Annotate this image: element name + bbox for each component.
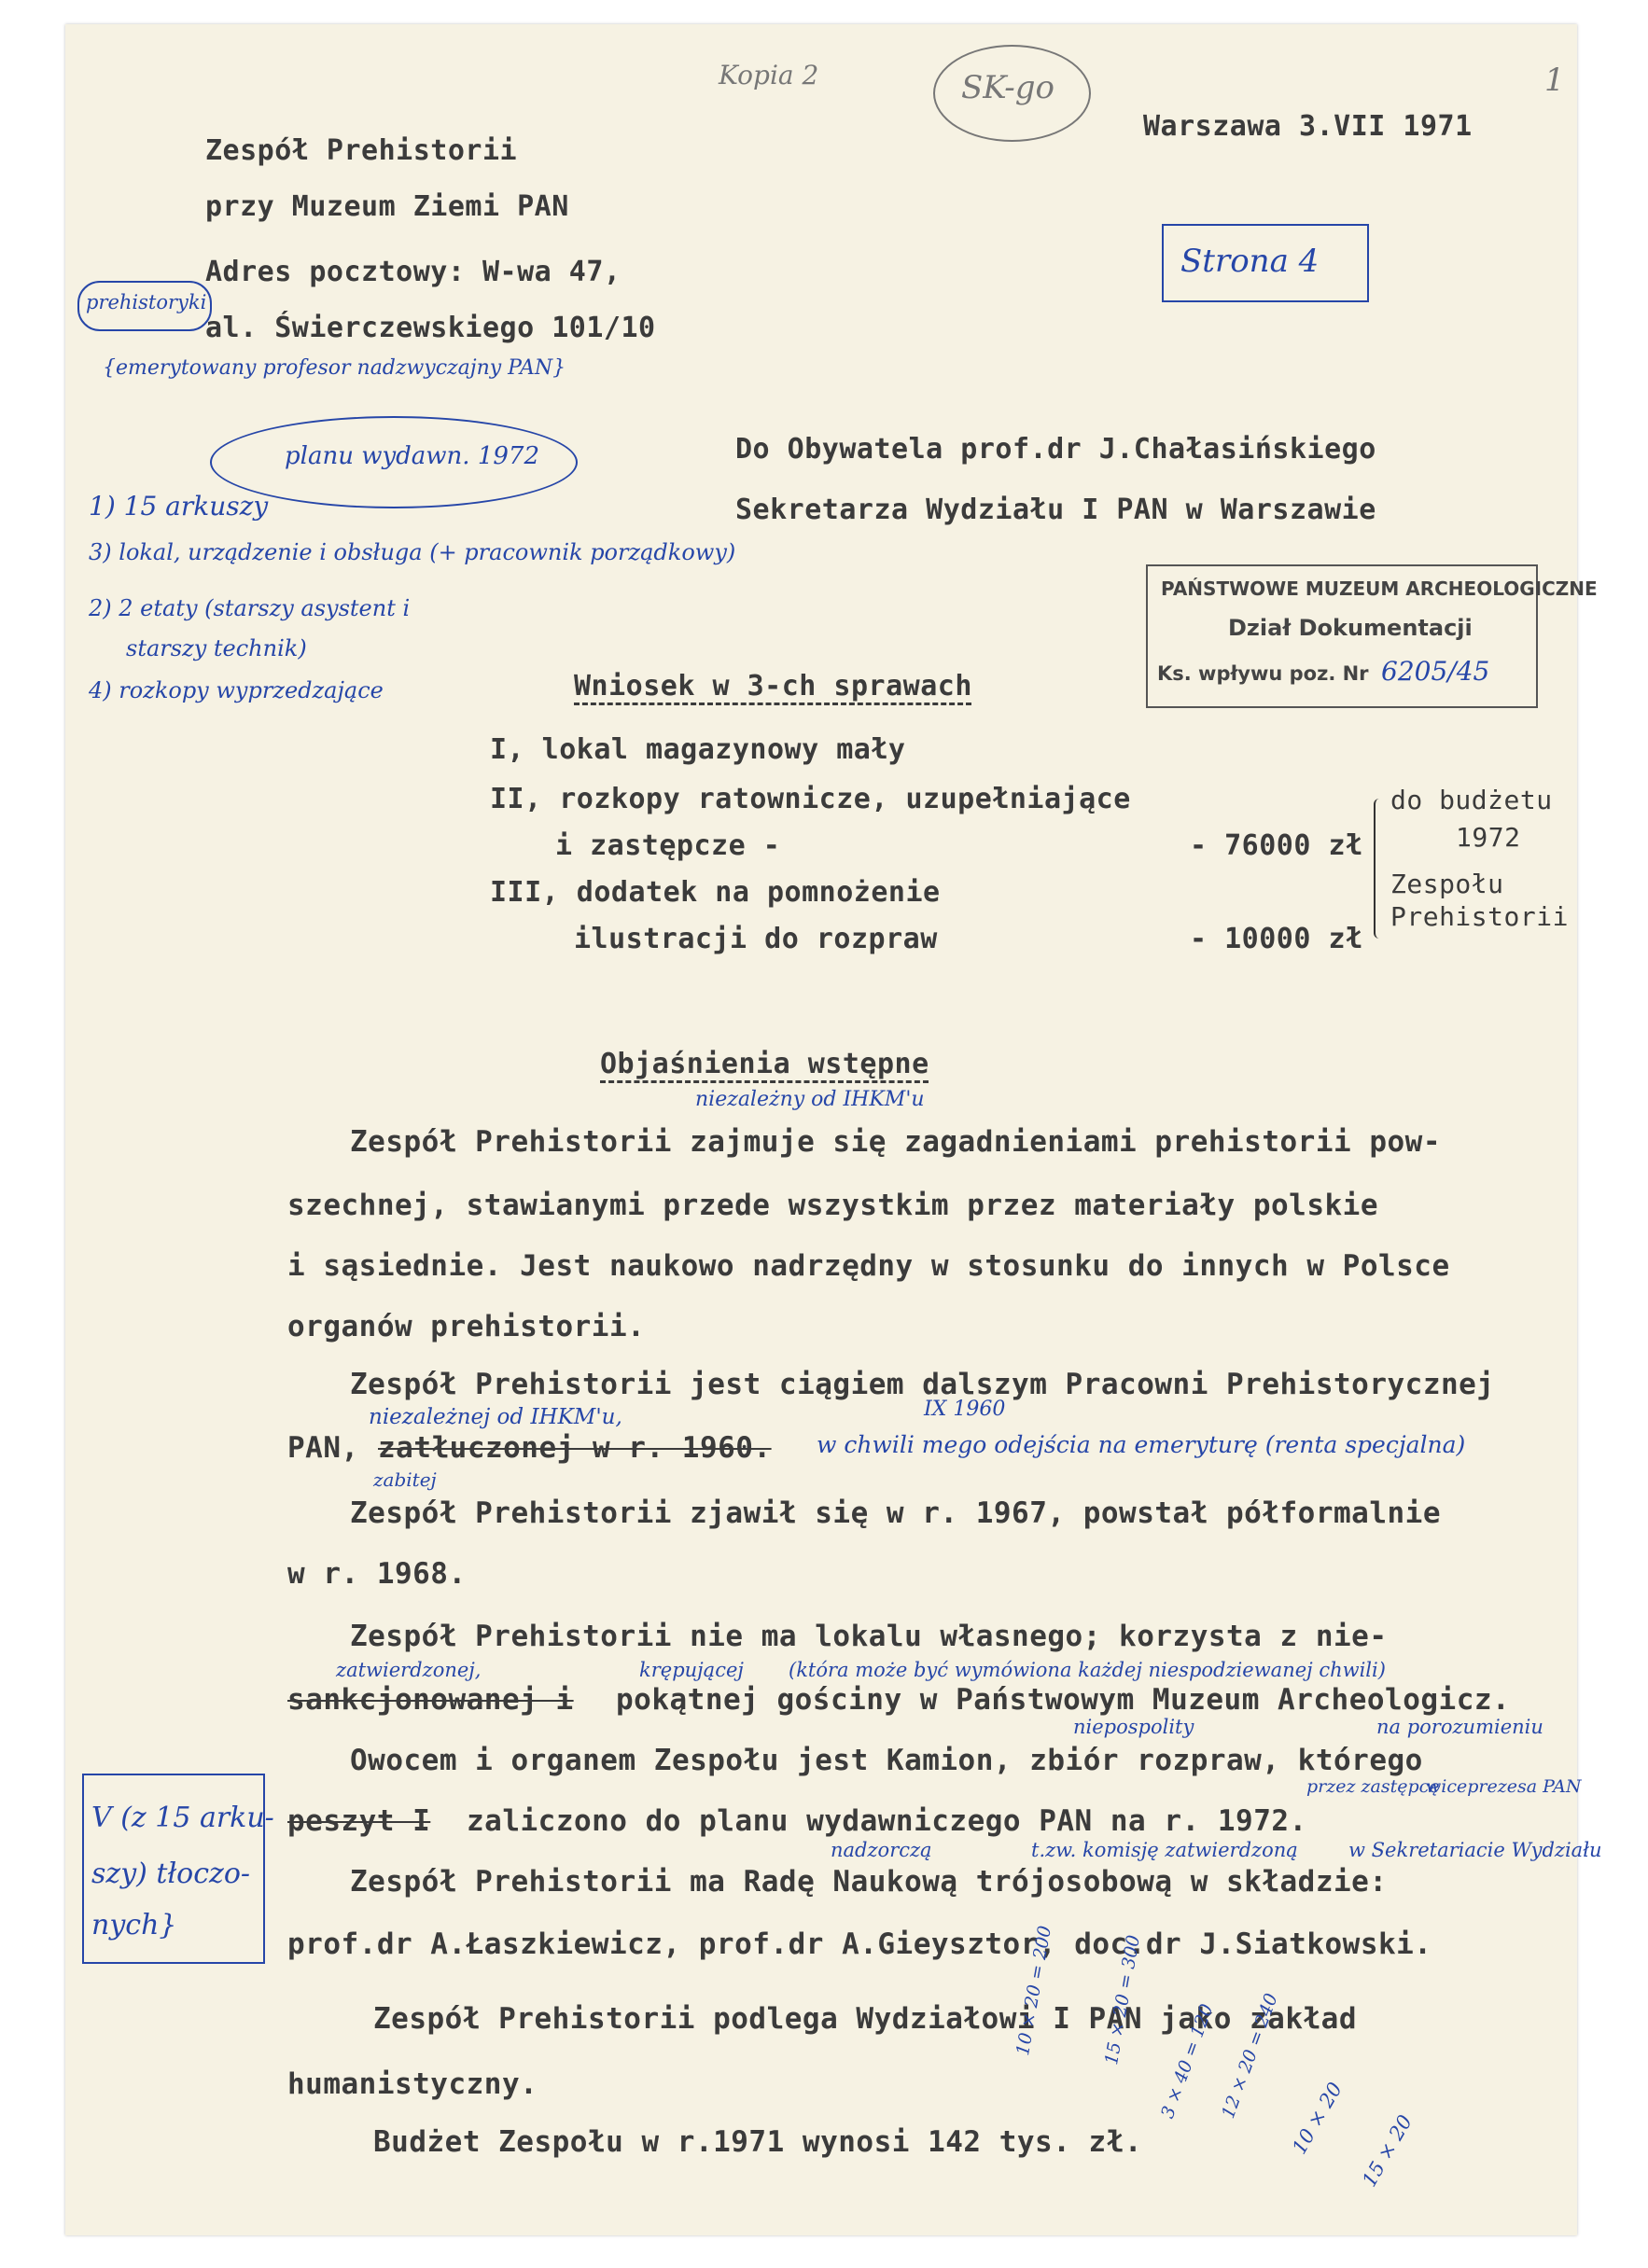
brace: [1374, 799, 1389, 939]
para4-hw-2: krępującej: [639, 1659, 744, 1681]
para5-line1: Owocem i organem Zespołu jest Kamion, zbiór rozpraw, którego: [350, 1744, 1423, 1777]
page-box-label: Strona 4: [1180, 243, 1320, 280]
request-item-3-amount: - 10000 zł: [1190, 923, 1363, 955]
pencil-page-number: 1: [1544, 62, 1565, 99]
note-item-4: 4) rozkopy wyprzedzające: [89, 677, 384, 703]
para4-hw-1: zatwierdzonej,: [336, 1659, 482, 1681]
pencil-sk-note: SK-go: [961, 69, 1054, 106]
para8-line1: Budżet Zespołu w r.1971 wynosi 142 tys. zł.: [373, 2125, 1143, 2159]
calc-5: 10 × 20: [1288, 2078, 1347, 2158]
para5-hw-4: wiceprezesa PAN: [1426, 1776, 1582, 1797]
request-item-2: II, rozkopy ratownicze, uzupełniające: [490, 783, 1131, 815]
para6-hw-3: w Sekretariacie Wydziału: [1348, 1839, 1602, 1861]
insert-independent: niezależny od IHKM'u: [695, 1088, 925, 1111]
stamp-line-1: PAŃSTWOWE MUZEUM ARCHEOLOGICZNE: [1161, 577, 1598, 600]
recipient-line-2: Sekretarza Wydziału I PAN w Warszawie: [735, 494, 1376, 526]
para3-line2: w r. 1968.: [287, 1557, 467, 1591]
para4-line1: Zespół Prehistorii nie ma lokalu własnego; korzysta z nie-: [350, 1620, 1388, 1653]
para6-hw-1: nadzorczą: [831, 1839, 932, 1861]
margin-note-2: szy) tłoczo-: [91, 1858, 251, 1890]
para4-line2-b: pokątnej gościny w Państwowym Muzeum Archeologicz.: [616, 1683, 1511, 1717]
note-item-2b: starszy technik): [126, 635, 307, 661]
para2-hw-below: zabitej: [373, 1468, 437, 1491]
para6-line2: prof.dr A.Łaszkiewicz, prof.dr A.Gieysztor, doc.dr J.Siatkowski.: [287, 1927, 1432, 1961]
calc-3: 3 × 40 = 120: [1157, 2001, 1218, 2122]
para2-hw-rest: w chwili mego odejścia na emeryturę (renta specjalna): [817, 1431, 1466, 1458]
margin-note-1: V (z 15 arku-: [91, 1802, 274, 1834]
para3-line1: Zespół Prehistorii zjawił się w r. 1967, powstał półformalnie: [350, 1496, 1441, 1530]
note-item-3: 3) lokal, urządzenie i obsługa (+ pracownik porządkowy): [89, 539, 736, 565]
budget-note-4: Prehistorii: [1390, 901, 1569, 932]
archive-stamp: [1146, 564, 1598, 708]
note-item-1: 1) 15 arkuszy: [89, 491, 269, 522]
para7-line2: humanistyczny.: [287, 2067, 538, 2101]
para5-line2-b: zaliczono do planu wydawniczego PAN na r. 1972.: [467, 1804, 1307, 1838]
recipient-line-1: Do Obywatela prof.dr J.Chałasińskiego: [735, 433, 1376, 466]
note-plan: planu wydawn. 1972: [285, 442, 539, 470]
sender-line-2: przy Muzeum Ziemi PAN: [205, 190, 569, 223]
calc-2: 15 × 20 = 300: [1101, 1933, 1145, 2066]
para6-line1: Zespół Prehistorii ma Radę Naukową trójosobową w składzie:: [350, 1865, 1388, 1899]
request-item-3b: ilustracji do rozpraw: [574, 923, 938, 955]
request-item-2b: i zastępcze -: [555, 829, 781, 862]
para2-line1: Zespół Prehistorii jest ciągiem dalszym Pracowni Prehistorycznej: [350, 1368, 1495, 1401]
sender-line-4: al. Świerczewskiego 101/10: [205, 312, 656, 344]
note-emeritus: {emerytowany profesor nadzwyczajny PAN}: [103, 356, 566, 380]
request-item-1: I, lokal magazynowy mały: [490, 733, 906, 766]
para7-line1: Zespół Prehistorii podlega Wydziałowi I PAN jako zakład: [373, 2002, 1357, 2036]
note-prehistory: prehistoryki: [86, 291, 207, 313]
explanations-title: Objaśnienia wstępne: [600, 1048, 929, 1080]
para5-line2-a: peszyt I: [287, 1804, 431, 1838]
calc-6: 15 × 20: [1358, 2110, 1417, 2191]
para5-hw-3: przez zastępcę: [1306, 1776, 1440, 1797]
para4-hw-3: (która może być wymówiona każdej niespodziewanej chwili): [789, 1659, 1386, 1681]
para2-hw-top: niezależnej od IHKM'u,: [369, 1405, 622, 1429]
place-date: Warszawa 3.VII 1971: [1143, 110, 1473, 143]
para2-hw-date: IX 1960: [924, 1398, 1006, 1421]
budget-note-3: Zespołu: [1390, 869, 1504, 899]
stamp-line-3: Ks. wpływu poz. Nr: [1157, 662, 1369, 685]
sender-line-3: Adres pocztowy: W-wa 47,: [205, 256, 621, 288]
calc-4: 12 × 20 = 240: [1218, 1990, 1282, 2122]
para6-hw-2: t.zw. komisję zatwierdzoną: [1031, 1839, 1298, 1861]
budget-note-1: do budżetu: [1390, 785, 1553, 815]
pencil-copy-note: Kopia 2: [719, 60, 819, 90]
request-item-2-amount: - 76000 zł: [1190, 829, 1363, 862]
para2-line2-b: zatłuczonej w r. 1960.: [378, 1431, 772, 1465]
para4-line2-a: sankcjonowanej i: [287, 1683, 574, 1717]
para1-line4: organów prehistorii.: [287, 1310, 646, 1343]
note-item-2: 2) 2 etaty (starszy asystent i: [89, 595, 411, 621]
para1-line1: Zespół Prehistorii zajmuje się zagadnieniami prehistorii pow-: [350, 1125, 1441, 1159]
para1-line3: i sąsiednie. Jest naukowo nadrzędny w stosunku do innych w Polsce: [287, 1249, 1450, 1283]
para5-hw-1: niepospolity: [1073, 1716, 1194, 1738]
stamp-number: 6205/45: [1381, 656, 1490, 687]
request-title: Wniosek w 3-ch sprawach: [574, 670, 972, 703]
stamp-line-2: Dział Dokumentacji: [1228, 615, 1473, 641]
sender-line-1: Zespół Prehistorii: [205, 134, 518, 167]
para2-line2-a: PAN,: [287, 1431, 359, 1465]
calc-1: 10 × 20 = 200: [1013, 1924, 1056, 2057]
budget-note-2: 1972: [1456, 822, 1521, 853]
para5-hw-2: na porozumieniu: [1376, 1716, 1543, 1738]
para1-line2: szechnej, stawianymi przede wszystkim przez materiały polskie: [287, 1189, 1378, 1222]
document-sheet: [65, 24, 1602, 2235]
request-item-3: III, dodatek na pomnożenie: [490, 876, 941, 909]
margin-note-3: nych}: [91, 1909, 177, 1941]
